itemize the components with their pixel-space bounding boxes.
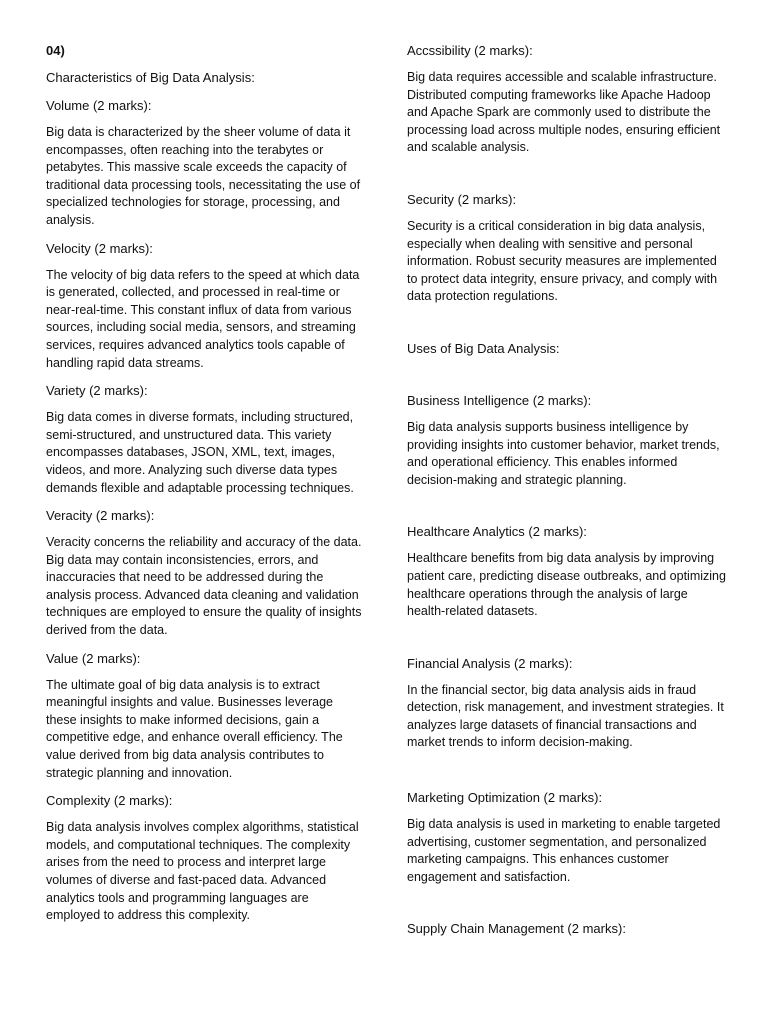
complexity-text: Big data analysis involves complex algorithms, statistical models, and computational techniques. The complexity arises from the need to process and interpret large volumes of diverse and fast-paced data. Advanced analytics tools and programming languages are employed to address this complexity. (46, 820, 359, 923)
security-heading: Security (2 marks): (407, 191, 517, 207)
velocity-heading: Velocity (2 marks): (46, 240, 153, 256)
marketing-optimization-text: Big data analysis is used in marketing to enable targeted advertising, customer segmentation, and personalized marketing campaigns. This enhances customer engagement and satisfaction. (407, 817, 721, 884)
veracity-heading: Veracity (2 marks): (46, 508, 155, 524)
left-column (46, 34, 364, 925)
volume-text: Big data is characterized by the sheer volume of data it encompasses, often reaching into the terabytes or petabytes. This massive scale exceeds the capacity of traditional data processing tools, necessitating the use of specialized technologies for storage, processing, and analysis. (46, 125, 361, 227)
accessibility-heading: Accssibility (2 marks): (407, 43, 533, 58)
business-intelligence-text: Big data analysis supports business intelligence by providing insights into customer behavior, market trends, and operational efficiency. This enables informed decision-making and strategic planning. (407, 419, 720, 487)
value-text: The ultimate goal of big data analysis is to extract meaningful insights and value. Businesses leverage these insights to make informed decisions, gain a competitive edge, and enhance overall efficiency. The value derived from big data analysis contributes to strategic planning and innovation. (46, 677, 343, 780)
supply-chain-heading: Supply Chain Management (2 marks): (407, 921, 626, 937)
complexity-heading: Complexity (2 marks): (46, 793, 173, 809)
velocity-text: The velocity of big data refers to the speed at which data is generated, collected, and processed in real-time or near-real-time. This constant influx of data from various sources, including social media, sensors, and streaming services, requires advanced analytics tools capable of handling rapid data streams. (46, 267, 360, 370)
question-number: 04) (46, 43, 65, 58)
financial-analysis-text: In the financial sector, big data analysis aids in fraud detection, risk management, and investment strategies. It analyzes large datasets of financial transactions and market trends to inform decision-making. (407, 682, 724, 750)
marketing-optimization-heading: Marketing Optimization (2 marks): (407, 790, 603, 806)
security-text: Security is a critical consideration in big data analysis, especially when dealing with sensitive and personal information. Robust security measures are implemented to protect data integrity, ensure privacy, and comply with data protection regulations. (407, 218, 718, 304)
healthcare-analytics-text: Healthcare benefits from big data analysis by improving patient care, predicting disease outbreaks, and optimizing healthcare operations through the analysis of large health-related datasets. (407, 551, 726, 619)
right-column (407, 34, 729, 938)
business-intelligence-heading: Business Intelligence (2 marks): (407, 392, 592, 408)
veracity-text: Veracity concerns the reliability and accuracy of the data. Big data may contain inconsistencies, errors, and inaccuracies that need to be addressed during the analysis process. Advanced data cleaning and validation techniques are employed to ensure the quality of insights derived from the data. (46, 535, 362, 638)
healthcare-analytics-heading: Healthcare Analytics (2 marks): (407, 524, 587, 540)
uses-title: Uses of Big Data Analysis: (407, 340, 560, 356)
variety-heading: Variety (2 marks): (46, 383, 148, 399)
characteristics-title: Characteristics of Big Data Analysis: (46, 70, 255, 85)
volume-heading: Volume (2 marks): (46, 98, 152, 113)
accessibility-text: Big data requires accessible and scalable infrastructure. Distributed computing frameworks like Apache Hadoop and Apache Spark are commonly used to distribute the processing load across multiple nodes, ensuring efficient and scalable analysis. (407, 70, 721, 155)
financial-analysis-heading: Financial Analysis (2 marks): (407, 655, 573, 671)
value-heading: Value (2 marks): (46, 650, 141, 666)
variety-text: Big data comes in diverse formats, including structured, semi-structured, and unstructured data. This variety encompasses databases, JSON, XML, text, images, videos, and more. Analyzing such diverse data types demands flexible and adaptable processing techniques. (46, 410, 354, 495)
